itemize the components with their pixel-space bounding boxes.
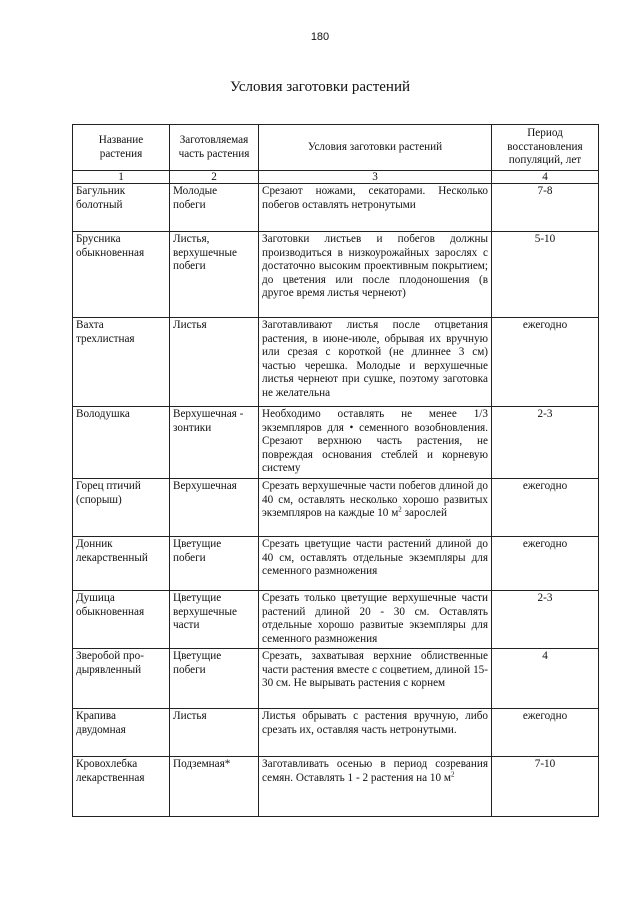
column-number: 4 (492, 171, 599, 184)
column-number: 3 (259, 171, 492, 184)
recovery-period-cell: ежегодно (492, 537, 599, 591)
table-header-row (73, 125, 599, 171)
harvest-conditions-cell (259, 318, 492, 407)
recovery-period-cell: 2-3 (492, 407, 599, 479)
plant-name-cell: Горец птичий (спорыш) (73, 479, 170, 537)
plant-name-cell: Брусника обыкновенная (73, 232, 170, 318)
conditions-text: Срезать только цветущие верхушечные части растений длиной 20 - 30 см. Оставлять отдельные хорошо развитые экземпляры для семенного размножения (262, 592, 488, 645)
recovery-period-cell: ежегодно (492, 479, 599, 537)
conditions-text: Срезать верхушечные части побегов длиной до 40 см, оставлять несколько хорошо развитых экземпляров на каждые 10 м (262, 480, 488, 520)
table-row (73, 649, 599, 709)
harvested-part-cell: Цветущие побеги (170, 537, 259, 591)
recovery-period-cell: 5-10 (492, 232, 599, 318)
recovery-period-cell: 7-10 (492, 757, 599, 817)
table-row (73, 318, 599, 407)
harvested-part-cell: Листья (170, 709, 259, 757)
column-number: 1 (73, 171, 170, 184)
recovery-period-cell: 2-3 (492, 591, 599, 649)
conditions-text: Листья обрывать с растения вручную, либо срезать их, оставляя часть нетронутыми. (262, 710, 488, 736)
column-number-row (73, 171, 599, 184)
plant-name-cell: Багульник болотный (73, 184, 170, 232)
harvested-part-cell: Цветущие верхушечные части (170, 591, 259, 649)
conditions-text: Срезают ножами, секаторами. Несколько побегов оставлять нетронутыми (262, 185, 488, 211)
page-number: 180 (310, 31, 330, 43)
plant-name-cell: Зверобой про- дырявленный (73, 649, 170, 709)
harvest-conditions-cell (259, 407, 492, 479)
harvested-part-cell: Верхушечная (170, 479, 259, 537)
plant-harvest-table (72, 124, 599, 817)
harvest-conditions-cell (259, 479, 492, 537)
conditions-text: Заготавливать осенью в период созревания семян. Оставлять 1 - 2 растения на 10 м (262, 758, 488, 784)
plant-name-cell: Донник лекарственный (73, 537, 170, 591)
conditions-text: Срезать, захватывая верхние облиственные части растения вместе с соцветием, длиной 15-30 см. Не вырывать растения с корнем (262, 650, 488, 690)
harvest-conditions-cell (259, 649, 492, 709)
conditions-text: Заготавливают листья после отцветания растения, в июне-июле, обрывая их вручную или срезая с короткой (не длиннее 3 см) частью черешка. Молодые и верхушечные листья чернеют при сушке, поэтому заготовка не желательна (262, 319, 488, 399)
recovery-period-cell: ежегодно (492, 709, 599, 757)
page-title: Условия заготовки растений (230, 79, 410, 95)
conditions-text: Заготовки листьев и побегов должны производиться в низкоурожайных зарослях с достаточно высоким проективным покрытием; до цветения или после плодоношения (в другое время листья чернеют) (262, 233, 488, 300)
unit-superscript: 2 (398, 505, 402, 514)
harvest-conditions-cell (259, 591, 492, 649)
harvested-part-cell: Молодые побеги (170, 184, 259, 232)
harvest-conditions-cell (259, 184, 492, 232)
table-row (73, 537, 599, 591)
conditions-text: Необходимо оставлять не менее 1/3 экземпляров для • семенного возобновления. Срезают верхнюю часть растения, не повреждая основания стеблей и корневую систему (262, 408, 488, 475)
table-row (73, 709, 599, 757)
plant-name-cell: Крапива двудомная (73, 709, 170, 757)
recovery-period-cell: 7-8 (492, 184, 599, 232)
table-row (73, 757, 599, 817)
harvested-part-cell: Верхушечная - зонтики (170, 407, 259, 479)
harvest-conditions-cell (259, 709, 492, 757)
table-row (73, 591, 599, 649)
header-harvested-part: Заготовляемая часть растения (170, 125, 259, 171)
conditions-text-tail: зарослей (401, 507, 447, 520)
header-recovery-period: Период восстановления популяций, лет (492, 125, 599, 171)
harvested-part-cell: Листья, верхушечные побеги (170, 232, 259, 318)
harvested-part-cell: Листья (170, 318, 259, 407)
table-row (73, 232, 599, 318)
table-row (73, 479, 599, 537)
header-plant-name: Название растения (73, 125, 170, 171)
plant-name-cell: Душица обыкновенная (73, 591, 170, 649)
table-row (73, 184, 599, 232)
harvested-part-cell: Цветущие побеги (170, 649, 259, 709)
plant-name-cell: Кровохлебка лекарственная (73, 757, 170, 817)
table-row (73, 407, 599, 479)
harvest-conditions-cell (259, 232, 492, 318)
plant-name-cell: Володушка (73, 407, 170, 479)
recovery-period-cell: 4 (492, 649, 599, 709)
column-number: 2 (170, 171, 259, 184)
recovery-period-cell: ежегодно (492, 318, 599, 407)
harvest-conditions-cell (259, 757, 492, 817)
unit-superscript: 2 (450, 769, 455, 778)
harvest-conditions-cell (259, 537, 492, 591)
harvested-part-cell: Подземная* (170, 757, 259, 817)
plant-name-cell: Вахта трехлистная (73, 318, 170, 407)
conditions-text: Срезать цветущие части растений длиной до 40 см, оставлять отдельные экземпляры для семенного размножения (262, 538, 488, 578)
header-harvest-conditions: Условия заготовки растений (259, 125, 492, 171)
